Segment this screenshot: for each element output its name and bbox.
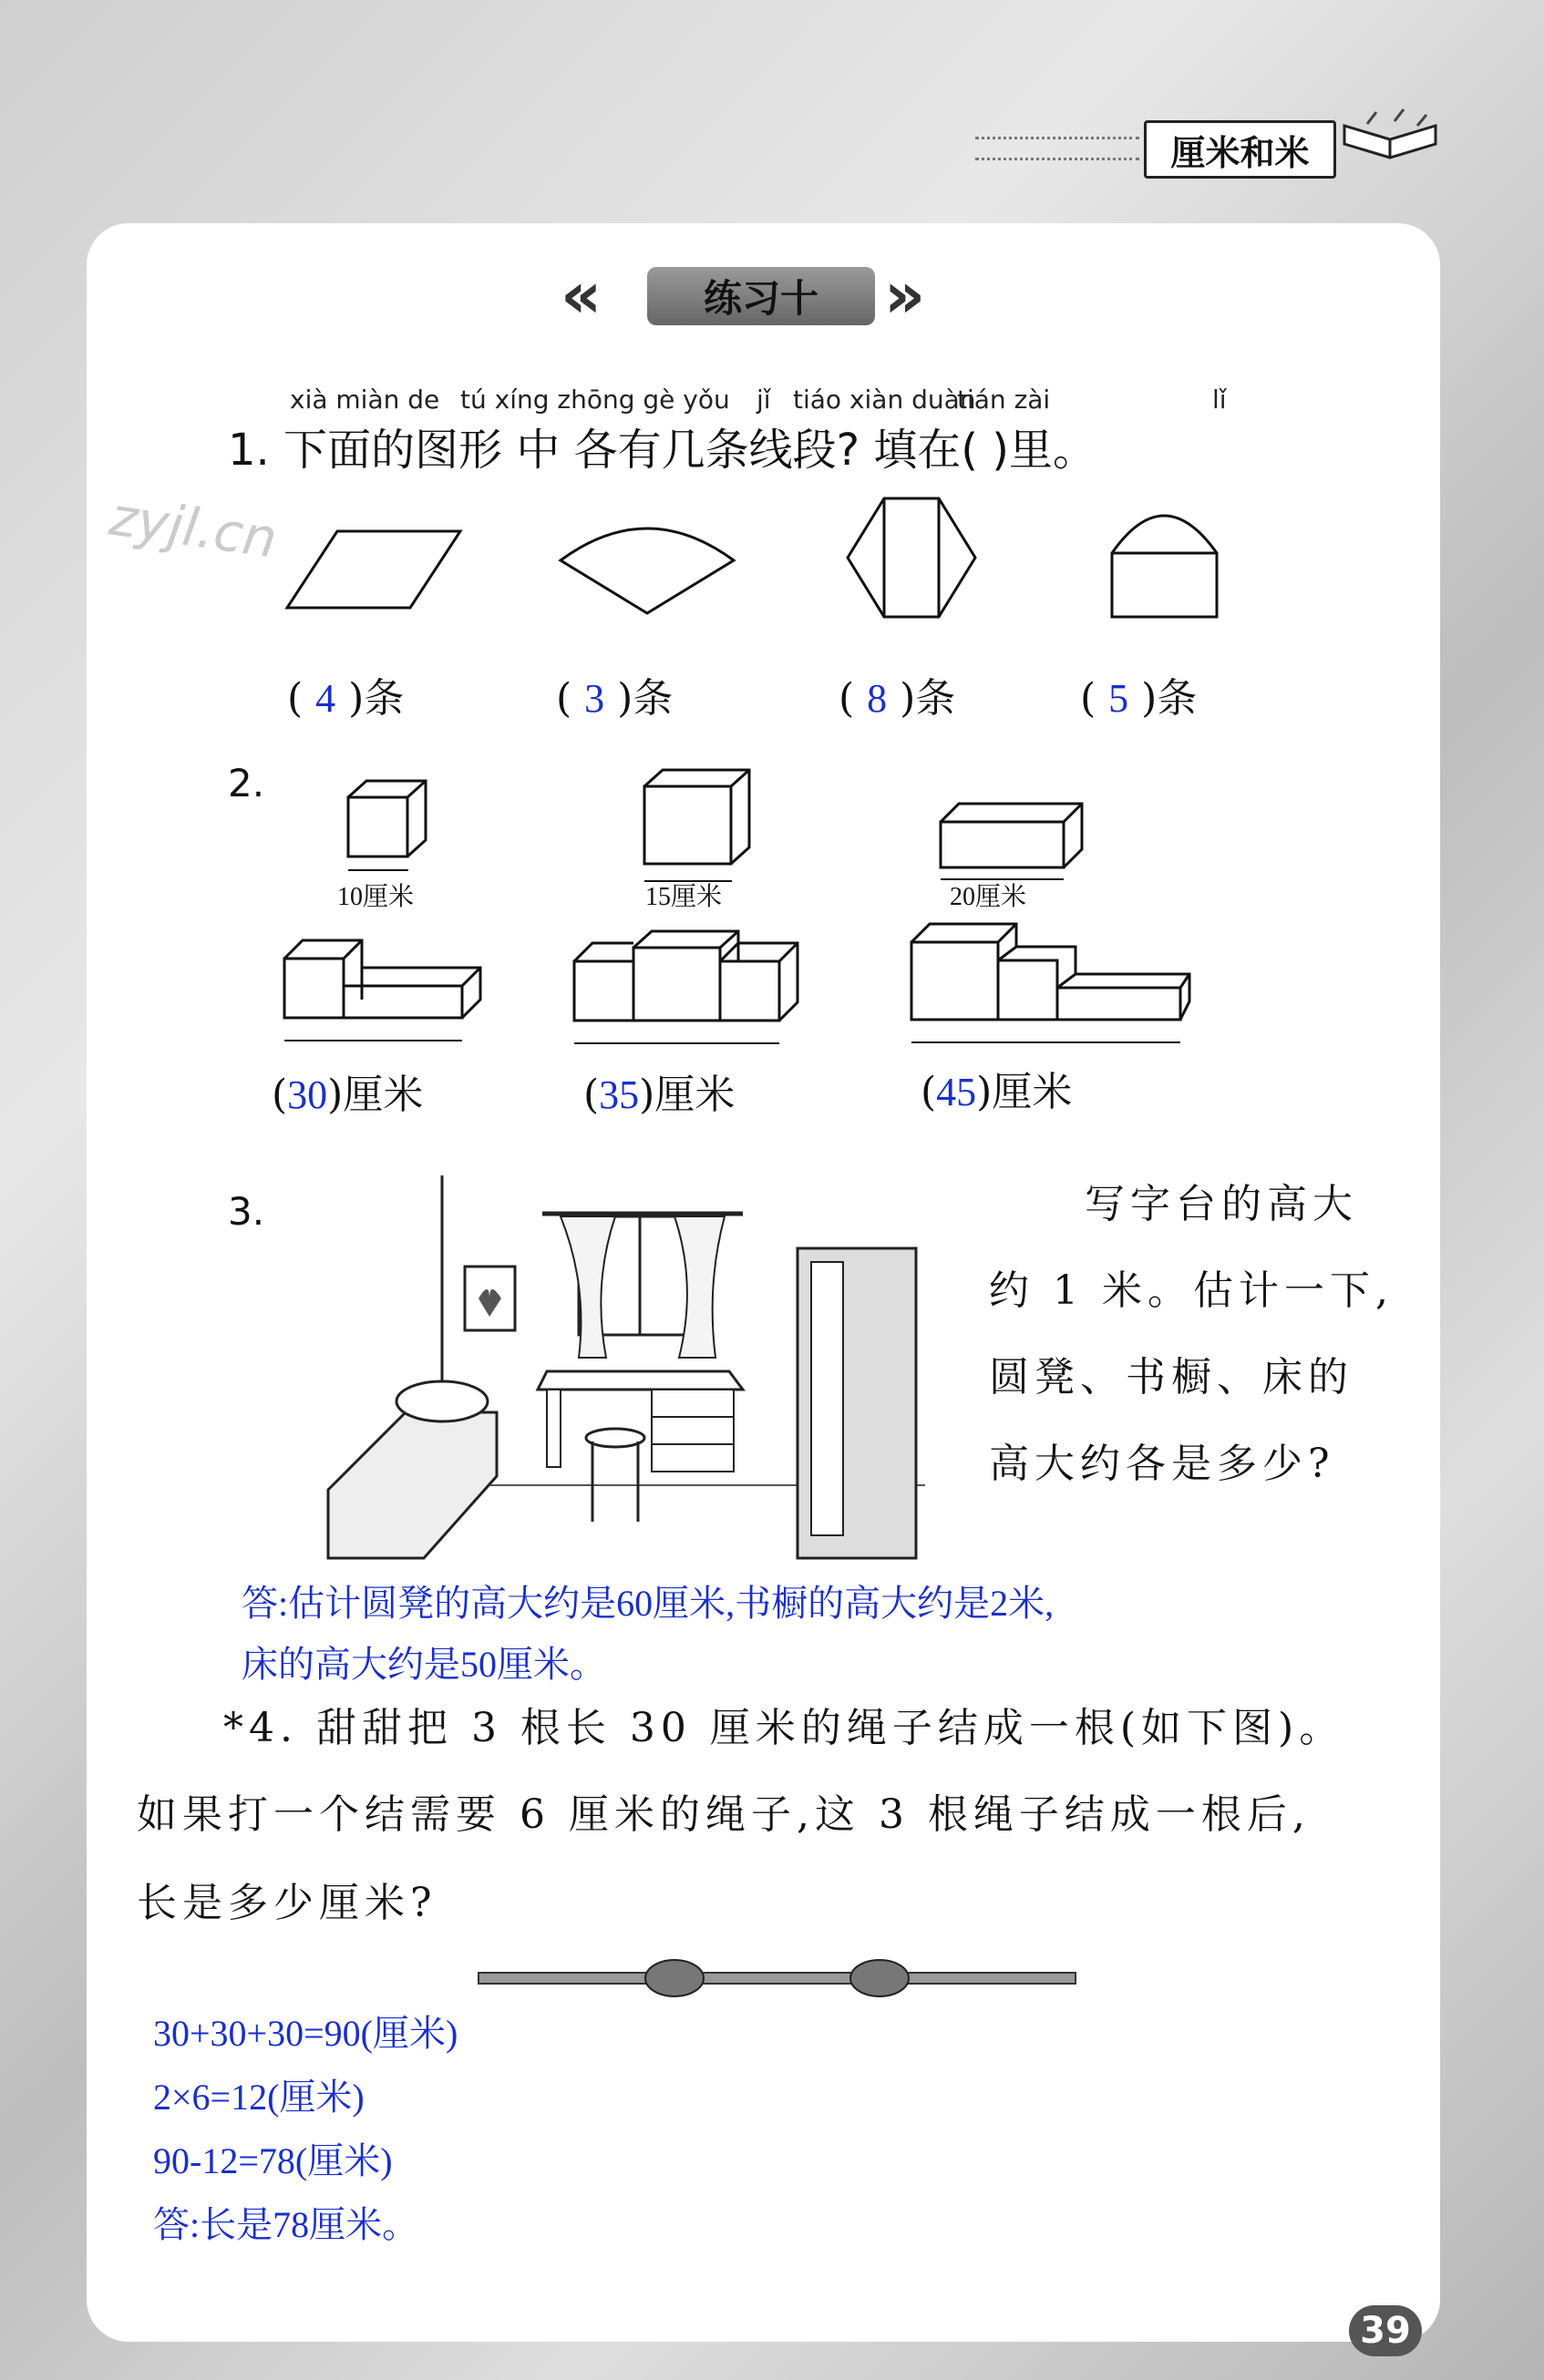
dim-line-1 [348,866,412,875]
pinyin-1: xià miàn de [290,385,440,415]
q3-number: 3. [228,1189,265,1234]
q2-label-3: 20厘米 [950,883,1027,911]
sector-icon [556,497,738,615]
q3-line-1: 写字台的高大 [1085,1181,1358,1227]
q4-work-4: 答:长是78厘米。 [153,2204,419,2245]
q1-text: 1. 下面的图形 中 各有几条线段? 填在( )里。 [228,425,1097,476]
q3-line-2: 约 1 米。估计一下, [989,1267,1394,1314]
q4-line-2: 如果打一个结需要 6 厘米的绳子,这 3 根绳子结成一根后, [137,1791,1311,1838]
q4-work-2: 2×6=12(厘米) [153,2077,365,2118]
header-dots [975,137,1139,160]
chevron-left-icon: « [561,258,602,333]
q4-line-3: 长是多少厘米? [137,1880,437,1926]
combined-shape-2-icon [572,929,800,1048]
q1-answer-3: ( 8 )条 [839,675,956,722]
q2-answer-1: (30)厘米 [272,1072,424,1118]
parallelogram-icon [283,524,465,615]
cube-medium-icon [643,768,752,868]
q3-answer-line-1: 答:估计圆凳的高大约是60厘米,书橱的高大约是2米, [242,1583,1055,1624]
pinyin-5: tián zài [957,385,1051,415]
pinyin-6: lǐ [1212,385,1227,415]
q1-answer-4: ( 5 )条 [1080,675,1198,722]
exercise-title-banner [561,260,962,333]
cube-small-icon [346,779,428,861]
bedroom-illustration [314,1175,925,1567]
q3-line-4: 高大约各是多少? [989,1441,1335,1487]
chapter-tag: 厘米和米 [1144,120,1336,179]
exercise-title: 练习十 [647,267,875,325]
q1-answer-1: ( 4 )条 [287,675,405,722]
page-number: 39 [1349,2305,1422,2356]
q2-label-1: 10厘米 [337,883,415,911]
q4-work-3: 90-12=78(厘米) [153,2140,393,2181]
rope-illustration [479,1954,1080,2000]
chevron-right-icon: » [884,258,926,333]
pinyin-4: tiáo xiàn duàn [793,385,976,415]
open-book-icon [1340,108,1440,180]
combined-shape-3-icon [910,922,1192,1050]
hexagon-icon [843,497,980,620]
watermark: zyjl.cn [106,485,281,570]
q3-line-3: 圆凳、书橱、床的 [989,1354,1354,1400]
q2-answer-2: (35)厘米 [583,1072,736,1118]
arch-icon [1107,497,1221,620]
q2-number: 2. [228,761,265,805]
q4-line-1: *4. 甜甜把 3 根长 30 厘米的绳子结成一根(如下图)。 [223,1705,1345,1751]
q2-label-2: 15厘米 [645,883,723,911]
q2-answer-3: (45)厘米 [921,1069,1073,1115]
q3-answer-line-2: 床的高大约是50厘米。 [242,1644,606,1685]
combined-shape-1-icon [283,939,483,1048]
q4-work-1: 30+30+30=90(厘米) [153,2013,458,2054]
pinyin-2: tú xíng zhōng gè yǒu [460,385,730,415]
pinyin-3: jǐ [757,385,771,415]
cuboid-flat-icon [939,802,1085,870]
q1-answer-2: ( 3 )条 [556,675,674,722]
